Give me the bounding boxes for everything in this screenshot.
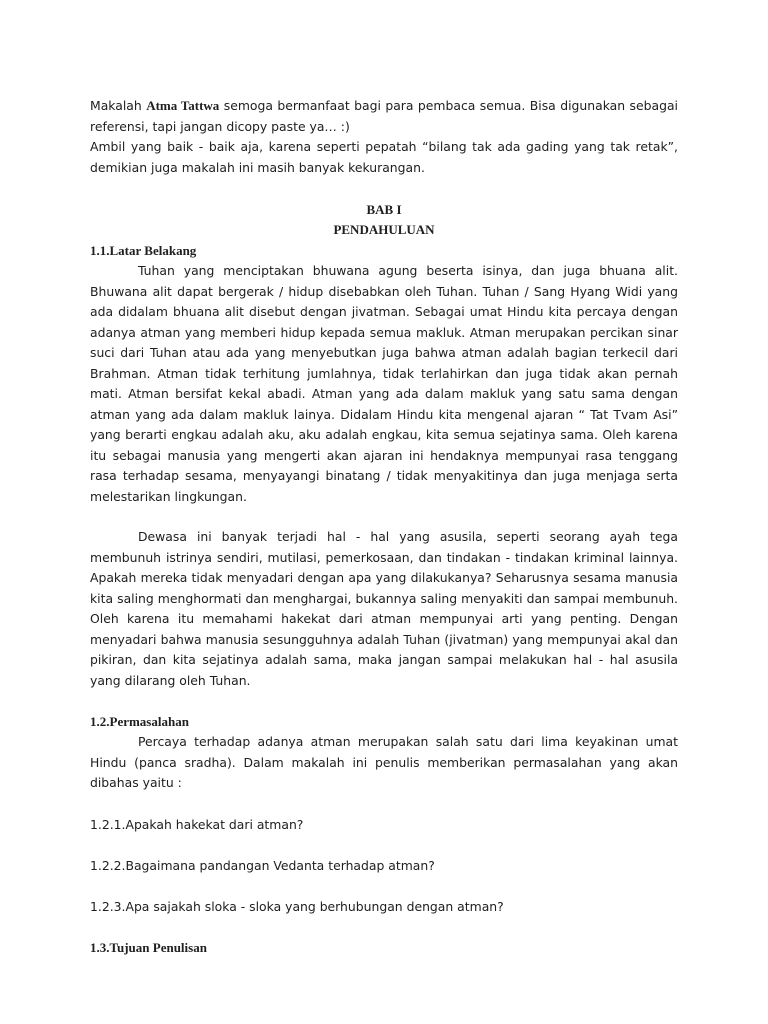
- section-heading-1-3: 1.3.Tujuan Penulisan: [90, 939, 207, 955]
- section-1-1-paragraph-2: Dewasa ini banyak terjadi hal - hal yang asusila, seperti seorang ayah tega membunuh istrinya sendiri, mutilasi, pemerkosaan, dan tindakan - tindakan kriminal lainnya. Apakah mereka tidak menyadari dengan apa yang dilakukanya? Seharusnya sesama manusia kita saling menghormati dan menghargai, bukannya saling menyakiti dan sampai membunuh. Oleh karena itu memahami hakekat dari atman mempunyai arti yang penting. Dengan menyadari bahwa manusia sesungguhnya adalah Tuhan (jivatman) yang mempunyai akal dan pikiran, dan kita sejatinya adalah sama, maka jangan sampai melakukan hal - hal asusila yang dilarang oleh Tuhan.: [90, 529, 678, 688]
- intro-lead: Makalah: [90, 98, 142, 113]
- question-1-2-2: 1.2.2.Bagaimana pandangan Vedanta terhadap atman?: [90, 857, 435, 873]
- question-1-2-3: 1.2.3.Apa sajakah sloka - sloka yang berhubungan dengan atman?: [90, 898, 504, 914]
- chapter-number: BAB I: [366, 202, 402, 217]
- chapter-title: PENDAHULUAN: [333, 222, 435, 237]
- chapter-heading: [90, 200, 678, 240]
- intro-text-1: semoga bermanfaat bagi para pembaca semua. Bisa digunakan sebagai referensi, tapi jangan dicopy paste ya… :): [90, 98, 678, 134]
- intro-title: Atma Tattwa: [146, 98, 220, 113]
- section-heading-1-1: 1.1.Latar Belakang: [90, 243, 197, 258]
- question-1-2-1: 1.2.1.Apakah hakekat dari atman?: [90, 816, 304, 832]
- section-1-2-paragraph: Percaya terhadap adanya atman merupakan salah satu dari lima keyakinan umat Hindu (panca sradha). Dalam makalah ini penulis memberikan permasalahan yang akan dibahas yaitu :: [90, 734, 678, 790]
- intro-paragraph-2: Ambil yang baik - baik aja, karena seperti pepatah “bilang tak ada gading yang tak retak”, demikian juga makalah ini masih banyak kekurangan.: [90, 139, 678, 175]
- section-1-1-paragraph-1: Tuhan yang menciptakan bhuwana agung beserta isinya, dan juga bhuana alit. Bhuwana alit dapat bergerak / hidup disebabkan oleh Tuhan. Tuhan / Sang Hyang Widi yang ada didalam bhuana alit disebut dengan jivatman. Sebagai umat Hindu kita percaya dengan adanya atman yang memberi hidup kepada semua makluk. Atman merupakan percikan sinar suci dari Tuhan atau ada yang menyebutkan juga bahwa atman adalah bagian terkecil dari Brahman. Atman tidak terhitung jumlahnya, tidak terlahirkan dan juga tidak akan pernah mati. Atman bersifat kekal abadi. Atman yang ada dalam makluk yang satu sama dengan atman yang ada dalam makluk lainya. Didalam Hindu kita mengenal ajaran “ Tat Tvam Asi” yang berarti engkau adalah aku, aku adalah engkau, kita semua sejatinya sama. Oleh karena itu sebagai manusia yang mengerti akan ajaran ini hendaknya mempunyai rasa tenggang rasa terhadap sesama, menyayangi binatang / tidak menyakitinya dan juga menjaga serta melestarikan lingkungan.: [90, 263, 678, 504]
- section-heading-1-2: 1.2.Permasalahan: [90, 714, 189, 729]
- document-body: [90, 96, 678, 958]
- intro-paragraph: [90, 96, 678, 137]
